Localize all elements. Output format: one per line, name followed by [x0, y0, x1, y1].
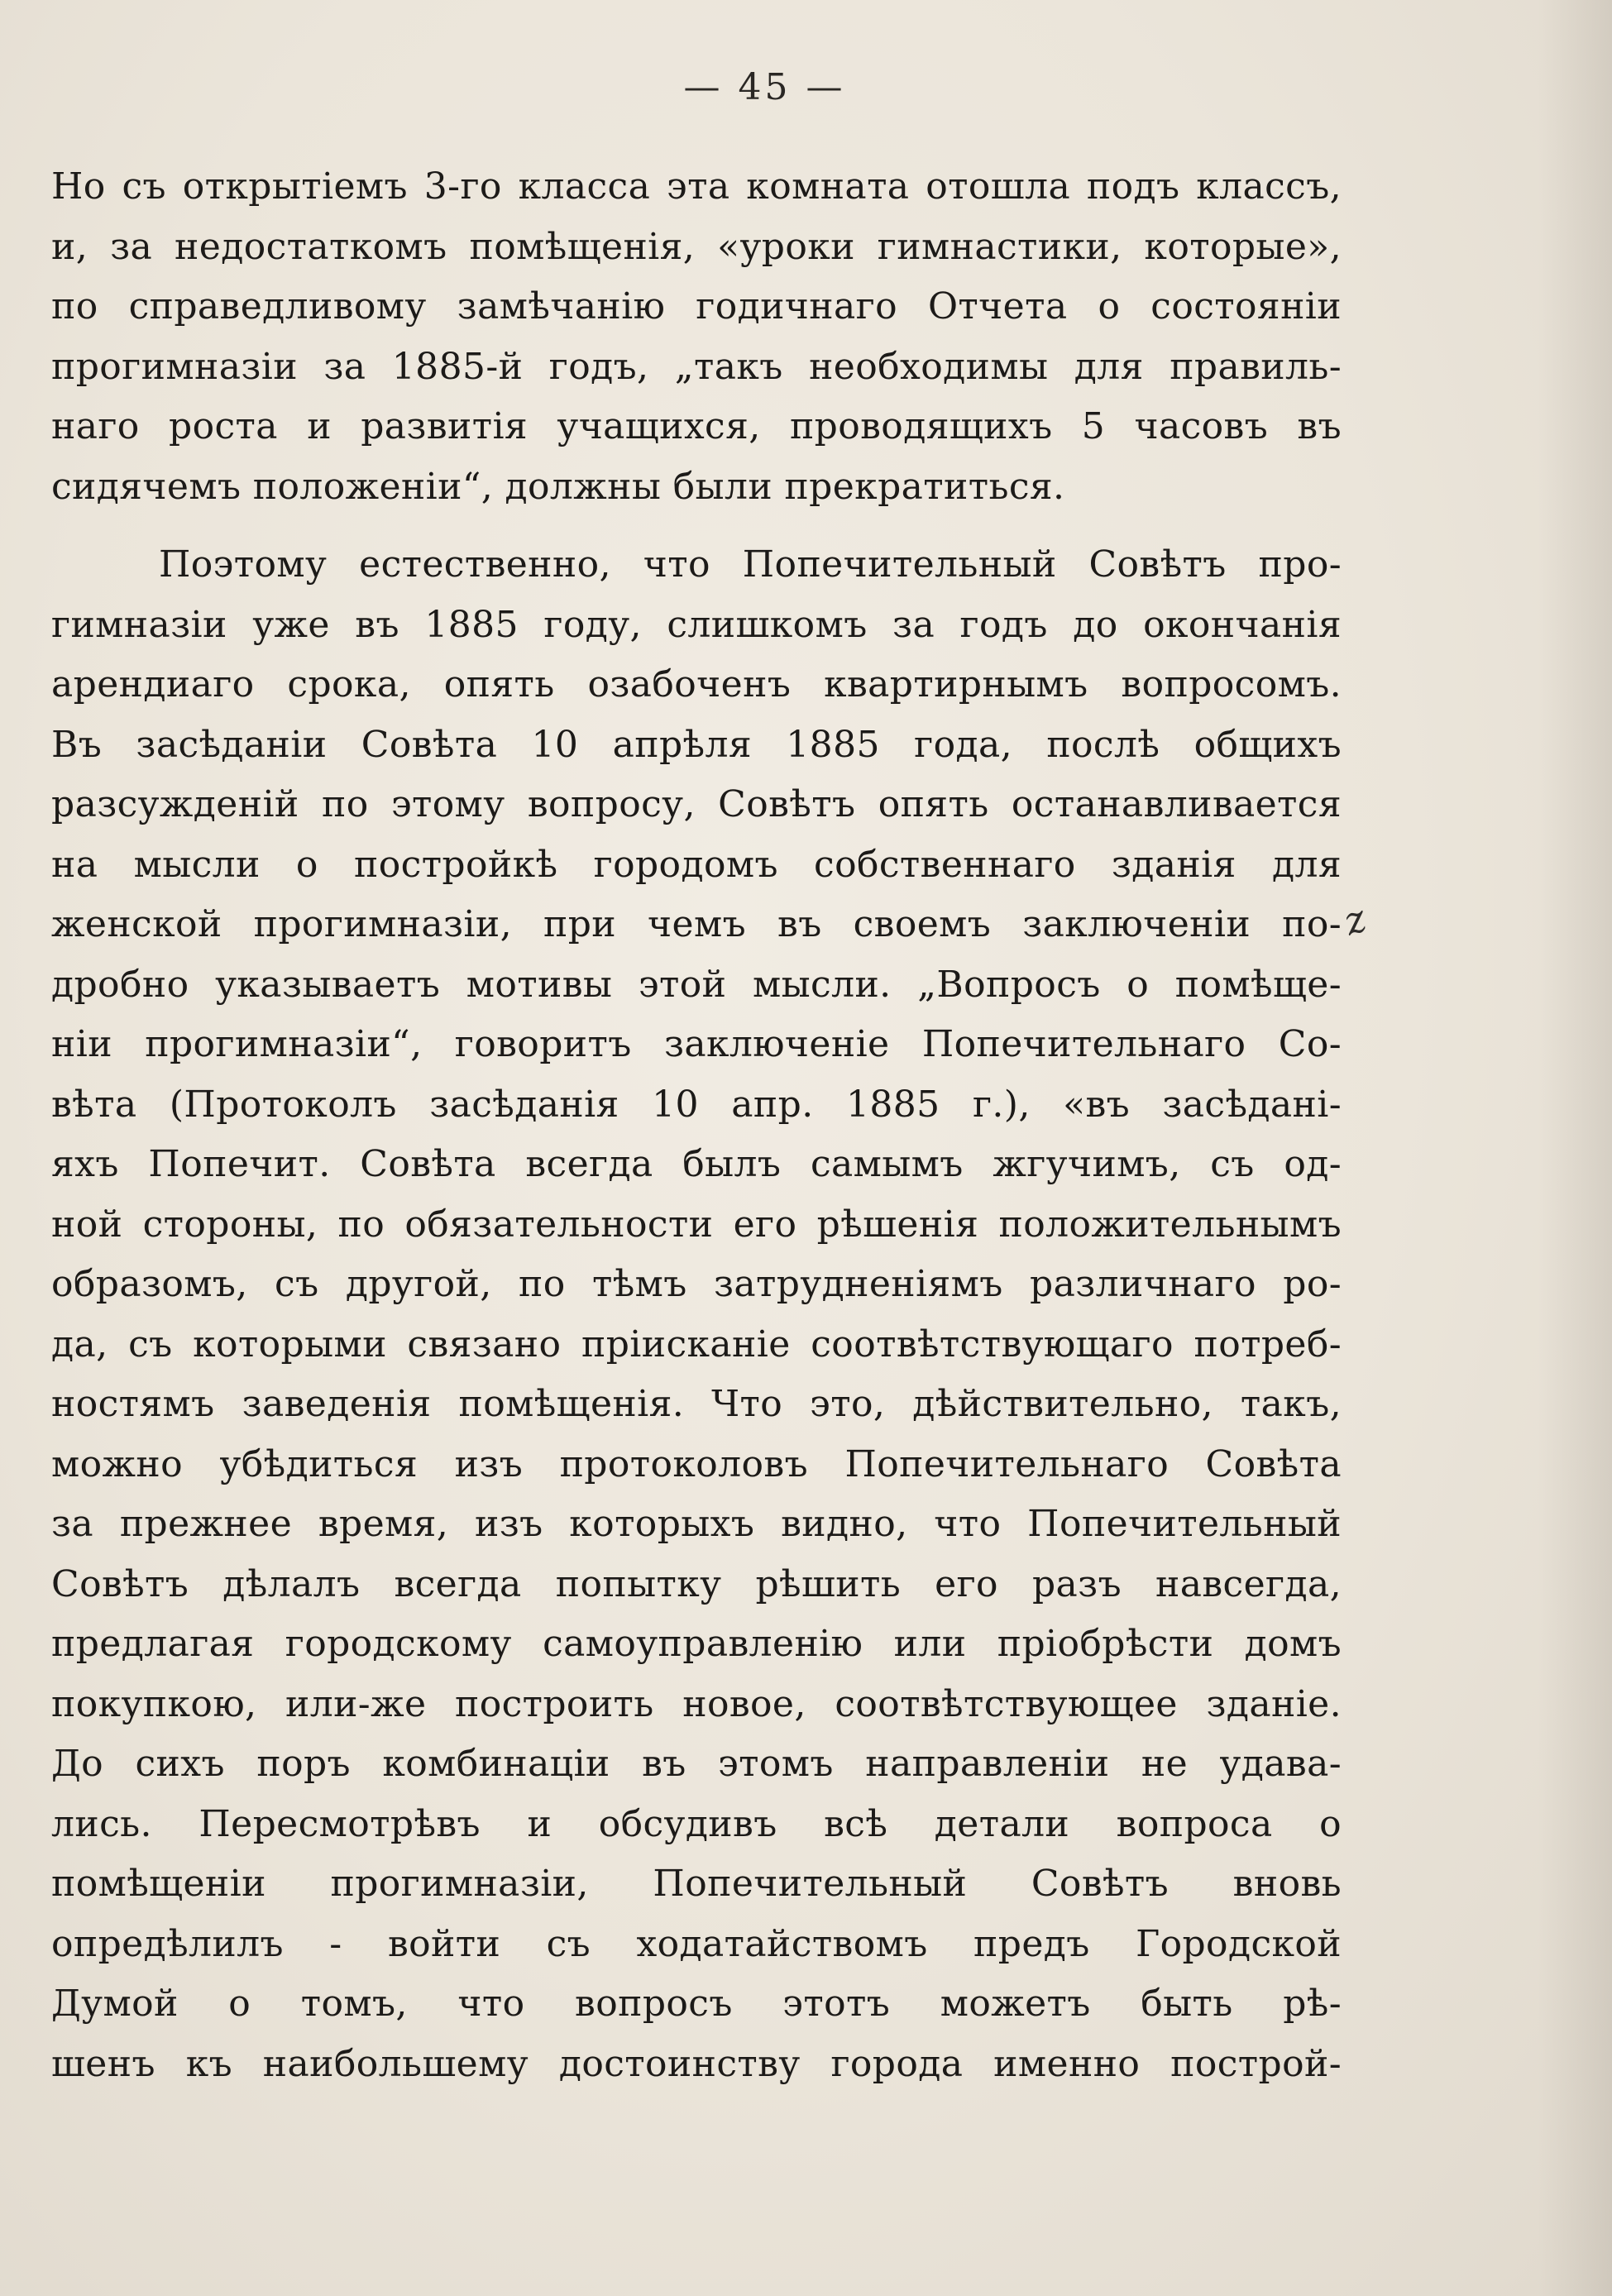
text-line: по справедливому замѣчанію годичнаго Отчета о состояніи: [51, 285, 1342, 328]
text-line: опредѣлилъ - войти съ ходатайствомъ предъ Городской: [51, 1922, 1342, 1965]
text-line: да, съ которыми связано пріисканіе соотвѣтствующаго потреб-: [51, 1323, 1342, 1366]
page-edge-shadow: [1538, 0, 1612, 2296]
text-line: Въ засѣданіи Совѣта 10 апрѣля 1885 года, послѣ общихъ: [51, 723, 1342, 766]
text-line: ніи прогимназіи“, говоритъ заключеніе Попечительнаго Со-: [51, 1023, 1342, 1065]
text-line: можно убѣдиться изъ протоколовъ Попечительнаго Совѣта: [51, 1442, 1342, 1485]
text-line: за прежнее время, изъ которыхъ видно, что Попечительный: [51, 1503, 1342, 1545]
text-line: Но съ открытіемъ 3-го класса эта комната отошла подъ классъ,: [51, 165, 1342, 208]
text-line: прогимназіи за 1885-й годъ, „такъ необходимы для правиль-: [51, 345, 1342, 388]
page-number: — 45 —: [683, 66, 846, 108]
text-line: яхъ Попечит. Совѣта всегда былъ самымъ жгучимъ, съ од-: [51, 1143, 1342, 1185]
text-line: ной стороны, по обязательности его рѣшенія положительнымъ: [51, 1203, 1342, 1246]
handwritten-margin-mark: z: [1338, 895, 1371, 945]
text-line: До сихъ поръ комбинаціи въ этомъ направленіи не удава-: [51, 1743, 1342, 1785]
text-line: образомъ, съ другой, по тѣмъ затрудненіямъ различнаго ро-: [51, 1263, 1342, 1305]
text-line: предлагая городскому самоуправленію или пріобрѣсти домъ: [51, 1623, 1342, 1665]
text-line: вѣта (Протоколъ засѣданія 10 апр. 1885 г.), «въ засѣдані-: [51, 1083, 1342, 1126]
text-line: сидячемъ положеніи“, должны были прекратиться.: [51, 465, 1065, 508]
text-line: помѣщеніи прогимназіи, Попечительный Совѣтъ вновь: [51, 1863, 1342, 1905]
text-line: ностямъ заведенія помѣщенія. Что это, дѣйствительно, такъ,: [51, 1383, 1342, 1425]
text-line: разсужденій по этому вопросу, Совѣтъ опять останавливается: [51, 783, 1342, 825]
text-line: наго роста и развитія учащихся, проводящихъ 5 часовъ въ: [51, 405, 1342, 447]
text-line: шенъ къ наибольшему достоинству города именно построй-: [51, 2042, 1342, 2085]
text-line: Поэтому естественно, что Попечительный Совѣтъ про-: [159, 543, 1342, 586]
text-line: на мысли о постройкѣ городомъ собственнаго зданія для: [51, 843, 1342, 886]
paragraph-gap: [51, 517, 1342, 535]
text-line: Думой о томъ, что вопросъ этотъ можетъ быть рѣ-: [51, 1983, 1342, 2025]
text-line: Совѣтъ дѣлалъ всегда попытку рѣшить его разъ навсегда,: [51, 1562, 1342, 1605]
text-line: лись. Пересмотрѣвъ и обсудивъ всѣ детали вопроса о: [51, 1802, 1342, 1845]
text-line: покупкою, или-же построить новое, соотвѣтствующее зданіе.: [51, 1682, 1342, 1725]
text-line: дробно указываетъ мотивы этой мысли. „Вопросъ о помѣще-: [51, 963, 1342, 1006]
text-line: арендиаго срока, опять озабоченъ квартирнымъ вопросомъ.: [51, 663, 1342, 706]
text-line: женской прогимназіи, при чемъ въ своемъ заключеніи по-: [51, 903, 1342, 945]
text-line: гимназіи уже въ 1885 году, слишкомъ за годъ до окончанія: [51, 603, 1342, 646]
body-text: [51, 157, 1342, 2094]
text-line: и, за недостаткомъ помѣщенія, «уроки гимнастики, которые»,: [51, 225, 1342, 268]
